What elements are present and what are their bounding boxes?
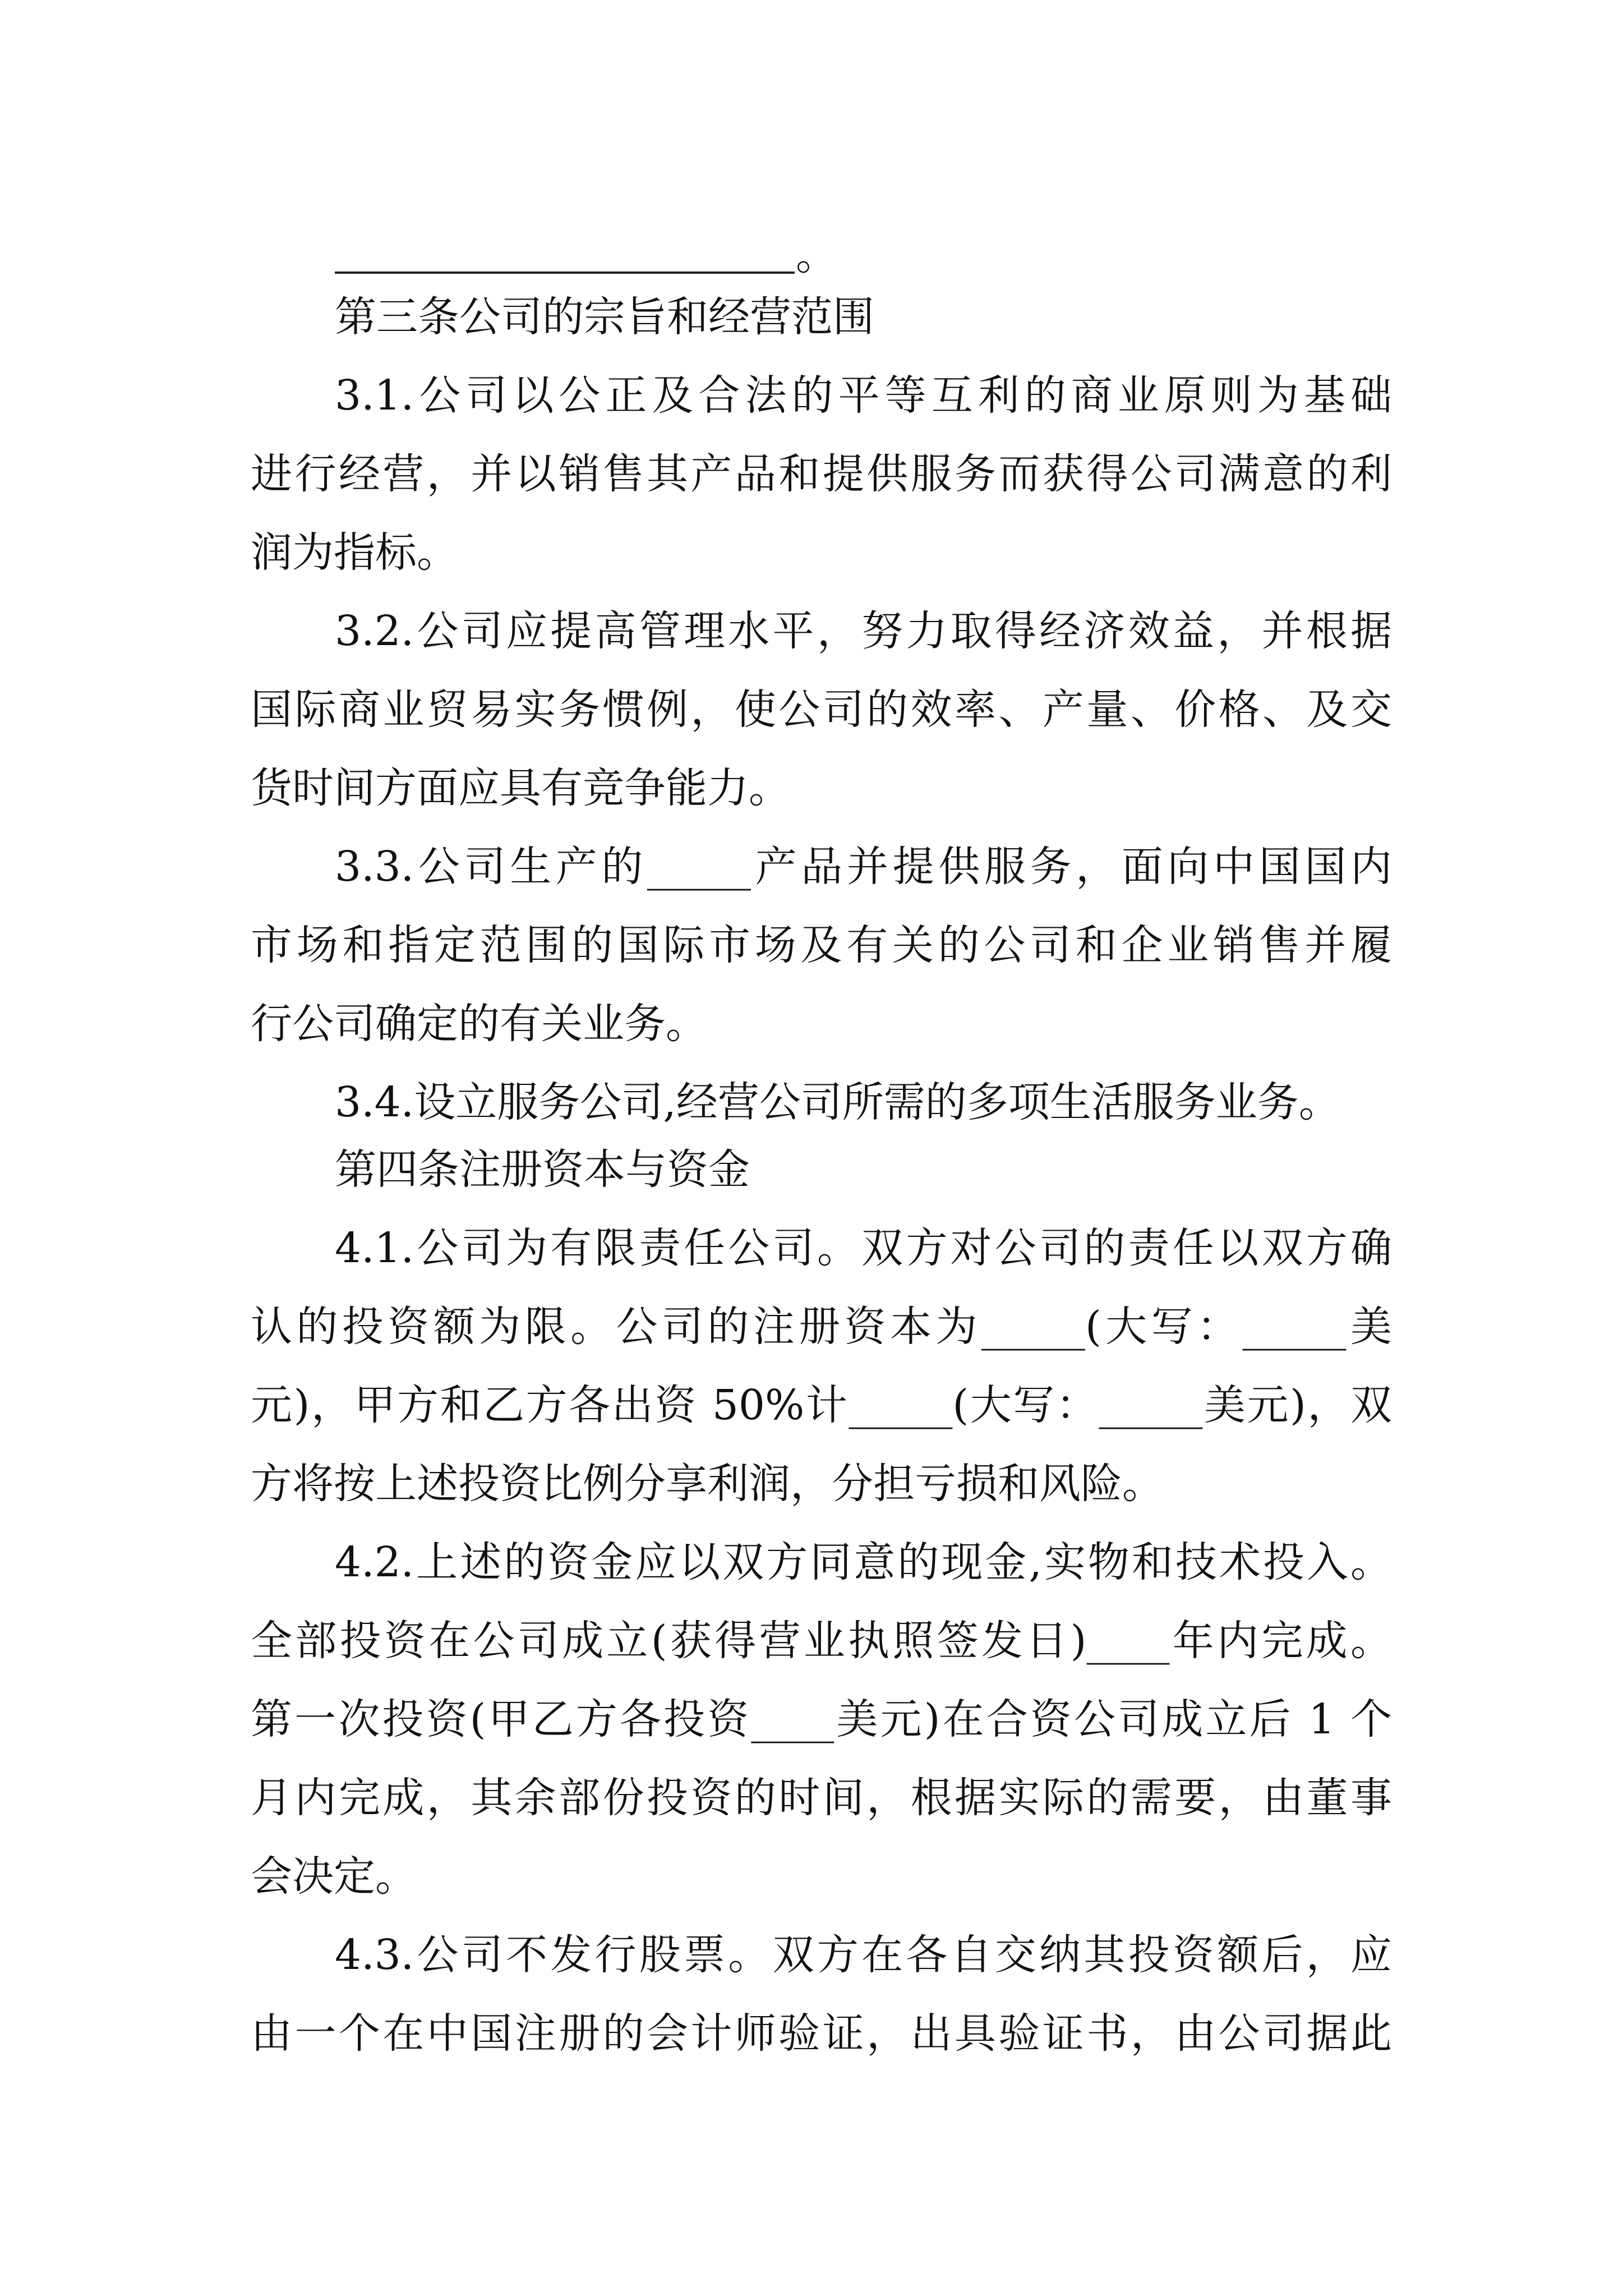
blank-underline	[335, 272, 795, 274]
article-4-heading: 第四条注册资本与资金	[335, 1145, 750, 1194]
paragraph-line: 方将按上述投资比例分享利润，分担亏损和风险。	[251, 1460, 1164, 1508]
paragraph-line: 润为指标。	[251, 528, 458, 577]
paragraph-line: 全部投资在公司成立(获得营业执照签发日)____年内完成。	[251, 1617, 1392, 1665]
paragraph-line: 由一个在中国注册的会计师验证，出具验证书，由公司据此	[251, 2009, 1392, 2058]
blank-period: 。	[796, 231, 837, 279]
paragraph-line: 3.3.公司生产的_____产品并提供服务，面向中国国内	[335, 843, 1392, 891]
paragraph-line: 货时间方面应具有竞争能力。	[251, 764, 790, 812]
paragraph-line: 4.2.上述的资金应以双方同意的现金,实物和技术投入。	[335, 1538, 1392, 1586]
paragraph-line: 月内完成，其余部份投资的时间，根据实际的需要，由董事	[251, 1774, 1392, 1822]
paragraph-line: 4.1.公司为有限责任公司。双方对公司的责任以双方确	[335, 1224, 1392, 1272]
paragraph-line: 元)，甲方和乙方各出资 50%计_____(大写：_____美元)，双	[251, 1381, 1392, 1429]
paragraph-line: 第一次投资(甲乙方各投资____美元)在合资公司成立后 1 个	[251, 1695, 1392, 1743]
article-3-heading: 第三条公司的宗旨和经营范围	[335, 293, 874, 341]
fill-in-blank-line	[335, 224, 837, 286]
paragraph-line: 4.3.公司不发行股票。双方在各自交纳其投资额后，应	[335, 1931, 1392, 1979]
paragraph-line: 3.1.公司以公正及合法的平等互利的商业原则为基础	[335, 371, 1392, 420]
paragraph-line: 3.2.公司应提高管理水平，努力取得经济效益，并根据	[335, 607, 1392, 655]
paragraph-line: 会决定。	[251, 1852, 417, 1901]
paragraph-line: 3.4.设立服务公司,经营公司所需的多项生活服务业务。	[335, 1078, 1340, 1126]
paragraph-line: 认的投资额为限。公司的注册资本为_____(大写：_____美	[251, 1303, 1392, 1351]
paragraph-line: 市场和指定范围的国际市场及有关的公司和企业销售并履	[251, 921, 1392, 969]
paragraph-line: 行公司确定的有关业务。	[251, 1000, 707, 1048]
paragraph-line: 进行经营，并以销售其产品和提供服务而获得公司满意的利	[251, 450, 1392, 498]
paragraph-line: 国际商业贸易实务惯例，使公司的效率、产量、价格、及交	[251, 685, 1392, 734]
